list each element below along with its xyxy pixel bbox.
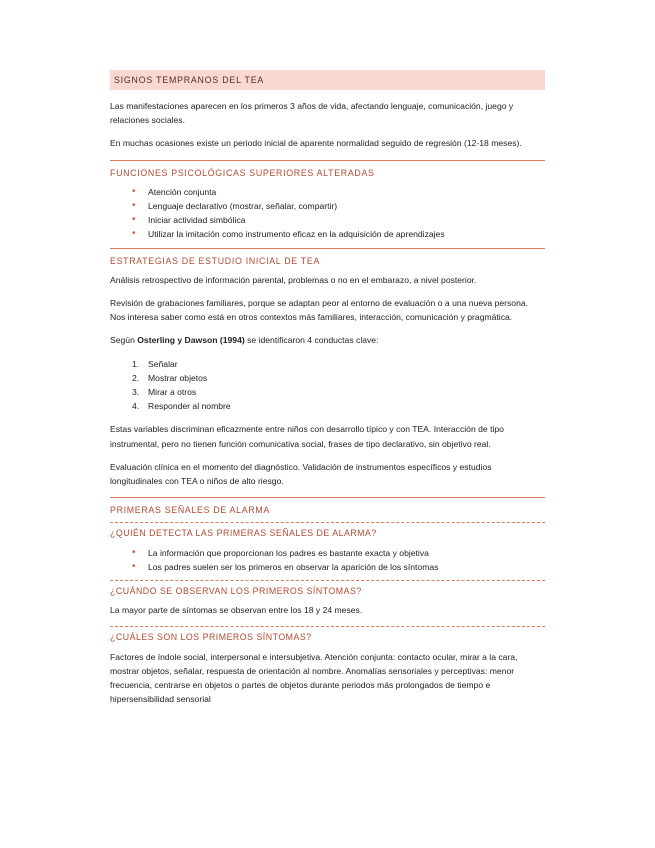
list-item [132, 385, 545, 399]
paragraph: Revisión de grabaciones familiares, porque se adaptan peor al entorno de evaluación o a una nueva persona. Nos interesa saber como está en otros contextos más familiares, interacción, comunicación y pragmática. [110, 298, 529, 323]
list-item [132, 357, 545, 371]
section-heading-estrategias: ESTRATEGIAS DE ESTUDIO INICIAL DE TEA [110, 248, 545, 273]
paragraph: Estas variables discriminan eficazmente entre niños con desarrollo típico y con TEA. Interacción de tipo instrumental, pero no tienen función comunicativa social, frases de tipo declarativo, sin objetivo real. [110, 424, 504, 449]
bullet-list-quien [110, 546, 545, 574]
paragraph: Factores de índole social, interpersonal e intersubjetiva. Atención conjunta: contacto ocular, mirar a la cara, mostrar objetos, señalar, respuesta de orientación al nombre. Anomalías sensoriales y perceptivas: menor frecuencia, centrarse en objetos o partes de objetos durante periodos más prolongados de tiempo e hipersensibilidad sensorial [110, 651, 518, 705]
list-text: Señalar [148, 358, 178, 369]
list-item: • Iniciar actividad simbólica [132, 213, 545, 227]
list-item [132, 399, 545, 413]
list-text: Mostrar objetos [148, 372, 208, 383]
section-heading-primeras-senales: PRIMERAS SEÑALES DE ALARMA [110, 497, 545, 522]
list-item [132, 371, 545, 385]
list-item: • Utilizar la imitación como instrumento eficaz en la adquisición de aprendizajes [132, 227, 545, 241]
list-item: • Los padres suelen ser los primeros en observar la aparición de los síntomas [132, 560, 545, 574]
paragraph: Evaluación clínica en el momento del diagnóstico. Validación de instrumentos específicos y estudios longitudinales con TEA o niños de alto riesgo. [110, 461, 492, 487]
paragraph: En muchas ocasiones existe un periodo inicial de aparente normalidad seguido de regresión (12-18 meses). [110, 138, 522, 149]
paragraph: La mayor parte de síntomas se observan entre los 18 y 24 meses. [110, 605, 363, 616]
subheading-cuales: ¿CUÁLES SON LOS PRIMEROS SÍNTOMAS? [110, 626, 545, 649]
bullet-list-funciones [110, 185, 545, 242]
list-item: • Lenguaje declarativo (mostrar, señalar, compartir) [132, 199, 545, 213]
numbered-list-conductas [110, 357, 545, 414]
list-text: Responder al nombre [148, 401, 231, 412]
text-suffix: se identificaron 4 conductas clave: [244, 335, 379, 346]
list-text: Mirar a otros [148, 387, 197, 398]
subheading-quien-detecta: ¿QUIÉN DETECTA LAS PRIMERAS SEÑALES DE ALARMA? [110, 522, 545, 545]
list-number: 4. [132, 401, 140, 412]
section-heading-funciones: FUNCIONES PSICOLÓGICAS SUPERIORES ALTERADAS [110, 160, 545, 185]
list-number: 1. [132, 358, 140, 369]
list-item: • La información que proporcionan los padres es bastante exacta y objetiva [132, 546, 545, 560]
text-prefix: Según [110, 335, 138, 346]
section-title-signos-tempranos: SIGNOS TEMPRANOS DEL TEA [110, 70, 545, 90]
subheading-cuando: ¿CUÁNDO SE OBSERVAN LOS PRIMEROS SÍNTOMAS? [110, 580, 545, 603]
paragraph-citation [110, 333, 545, 347]
citation-authors: Osterling y Dawson (1994) [137, 335, 245, 346]
list-item: • Atención conjunta [132, 185, 545, 199]
paragraph: Las manifestaciones aparecen en los primeros 3 años de vida, afectando lenguaje, comunicación, juego y relaciones sociales. [110, 101, 514, 126]
list-number: 3. [132, 387, 140, 398]
paragraph: Análisis retrospectivo de información parental, problemas o no en el embarazo, a nivel posterior. [110, 274, 477, 285]
list-number: 2. [132, 372, 140, 383]
